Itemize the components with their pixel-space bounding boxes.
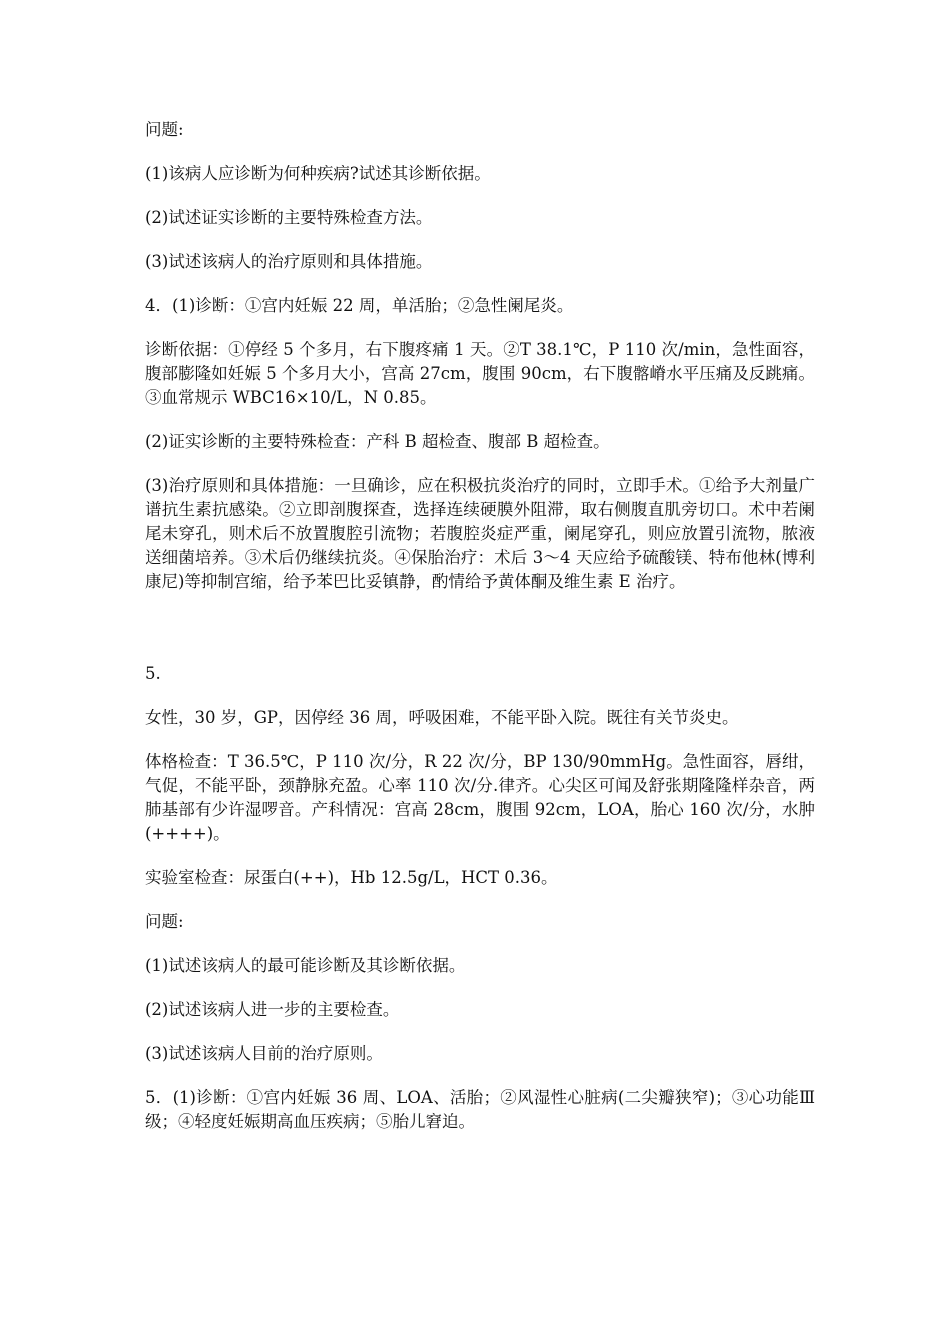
question-item: (1)该病人应诊断为何种疾病?试述其诊断依据。 [145, 164, 491, 183]
answer-special-exam: (2)证实诊断的主要特殊检查：产科 B 超检查、腹部 B 超检查。 [145, 432, 610, 451]
lab-exam: 实验室检查：尿蛋白(++)，Hb 12.5g/L，HCT 0.36。 [145, 868, 558, 887]
question-item: (3)试述该病人的治疗原则和具体措施。 [145, 252, 433, 271]
answer-treatment: (3)治疗原则和具体措施：一旦确诊，应在积极抗炎治疗的同时，立即手术。①给予大剂量广谱抗生素抗感染。②立即剖腹探查，选择连续硬膜外阻滞，取右侧腹直肌旁切口。术中若阑尾未穿孔，则术后不放置腹腔引流物；若腹腔炎症严重，阑尾穿孔，则应放置引流物，脓液送细菌培养。③术后仍继续抗炎。④保胎治疗：术后 3～4 天应给予硫酸镁、特布他林(博利康尼)等抑制宫缩，给予苯巴比妥镇静，酌情给予黄体酮及维生素 E 治疗。 [145, 476, 815, 591]
question-item: (2)试述该病人进一步的主要检查。 [145, 1000, 400, 1019]
document-page [145, 118, 815, 1134]
question-item: (1)试述该病人的最可能诊断及其诊断依据。 [145, 956, 466, 975]
question-item: (3)试述该病人目前的治疗原则。 [145, 1044, 383, 1063]
question-item: (2)试述证实诊断的主要特殊检查方法。 [145, 208, 433, 227]
answer-diagnosis: 5．(1)诊断：①宫内妊娠 36 周、LOA、活胎；②风湿性心脏病(二尖瓣狭窄)；③心功能Ⅲ级；④轻度妊娠期高血压疾病；⑤胎儿窘迫。 [145, 1088, 815, 1131]
case-history: 女性，30 岁，GP，因停经 36 周，呼吸困难，不能平卧入院。既往有关节炎史。 [145, 708, 739, 727]
case-number: 5. [145, 664, 161, 683]
answer-diagnosis-basis: 诊断依据：①停经 5 个多月，右下腹疼痛 1 天。②T 38.1℃，P 110 次/min，急性面容，腹部膨隆如妊娠 5 个多月大小，宫高 27cm，腹围 90cm，右下腹髂嵴水平压痛及反跳痛。③血常规示 WBC16×10/L，N 0.85。 [145, 340, 815, 407]
answer-diagnosis: 4．(1)诊断：①宫内妊娠 22 周，单活胎；②急性阑尾炎。 [145, 296, 574, 315]
question-heading: 问题: [145, 120, 184, 139]
question-heading: 问题: [145, 912, 184, 931]
physical-exam: 体格检查：T 36.5℃，P 110 次/分，R 22 次/分，BP 130/90mmHg。急性面容，唇绀，气促，不能平卧，颈静脉充盈。心率 110 次/分.律齐。心尖区可闻及舒张期隆隆样杂音，两肺基部有少许湿啰音。产科情况：宫高 28cm，腹围 92cm，LOA，胎心 160 次/分，水肿(++++)。 [145, 752, 815, 843]
